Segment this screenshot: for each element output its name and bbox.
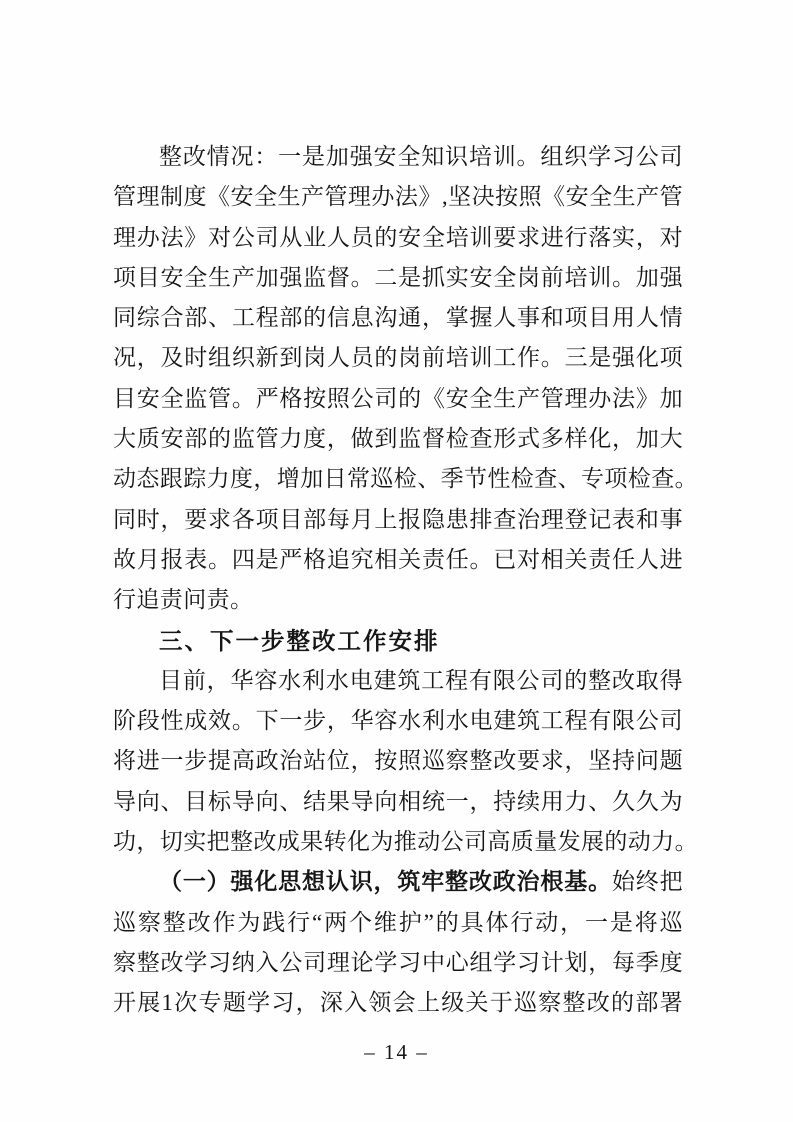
text-run: 理办法》对公司从业人员的安全培训要求进行落实，对 bbox=[113, 224, 683, 250]
text-line bbox=[113, 983, 683, 1023]
text-run: 同时，要求各项目部每月上报隐患排查治理登记表和事 bbox=[113, 506, 683, 532]
section-heading bbox=[113, 621, 683, 661]
text-run: 将进一步提高政治站位，按照巡察整改要求，坚持问题 bbox=[113, 748, 683, 774]
text-line bbox=[113, 137, 683, 177]
text-run: 动态跟踪力度，增加日常巡检、季节性检查、专项检查。 bbox=[113, 466, 698, 492]
text-run: 行追责问责。 bbox=[113, 587, 254, 613]
text-line bbox=[113, 459, 698, 499]
text-run: 开展1次专题学习，深入领会上级关于巡察整改的部署 bbox=[113, 990, 683, 1016]
text-run: 察整改学习纳入公司理论学习中心组学习计划，每季度 bbox=[113, 949, 683, 975]
text-line bbox=[113, 540, 683, 580]
text-run: 功，切实把整改成果转化为推动公司高质量发展的动力。 bbox=[113, 829, 698, 855]
bold-text-run: 三、下一步整改工作安排 bbox=[159, 627, 440, 654]
text-line bbox=[113, 419, 683, 459]
text-line bbox=[113, 661, 683, 701]
text-line bbox=[113, 701, 683, 741]
text-line bbox=[113, 218, 683, 258]
text-line bbox=[113, 903, 683, 943]
text-run: 阶段性成效。下一步，华容水利水电建筑工程有限公司 bbox=[113, 708, 683, 734]
text-line bbox=[113, 580, 683, 620]
text-run: 故月报表。四是严格追究相关责任。已对相关责任人进 bbox=[113, 546, 683, 572]
text-line bbox=[113, 298, 683, 338]
text-run: 目安全监管。严格按照公司的《安全生产管理办法》加 bbox=[113, 385, 683, 411]
text-run: 大质安部的监管力度，做到监督检查形式多样化，加大 bbox=[113, 426, 683, 452]
text-line bbox=[113, 782, 683, 822]
text-run: 况，及时组织新到岗人员的岗前培训工作。三是强化项 bbox=[113, 345, 683, 371]
bold-text-run: （一）强化思想认识，筑牢整改政治根基。 bbox=[159, 869, 612, 895]
text-run: 目前，华容水利水电建筑工程有限公司的整改取得 bbox=[159, 667, 683, 693]
text-line bbox=[113, 379, 683, 419]
text-run: 始终把 bbox=[611, 869, 683, 895]
text-run: 导向、目标导向、结果导向相统一，持续用力、久久为 bbox=[113, 788, 683, 814]
document-body bbox=[113, 137, 698, 1024]
text-line bbox=[113, 258, 683, 298]
text-line bbox=[113, 862, 683, 902]
page-number: – 14 – bbox=[364, 1040, 429, 1064]
text-line bbox=[113, 500, 683, 540]
text-line bbox=[113, 338, 683, 378]
text-run: 整改情况：一是加强安全知识培训。组织学习公司 bbox=[159, 144, 683, 169]
text-line bbox=[113, 822, 698, 862]
text-line bbox=[113, 741, 683, 781]
text-line bbox=[113, 177, 683, 217]
text-run: 项目安全生产加强监督。二是抓实安全岗前培训。加强 bbox=[113, 264, 683, 290]
text-run: 管理制度《安全生产管理办法》,坚决按照《安全生产管 bbox=[113, 184, 683, 210]
text-run: 巡察整改作为践行“两个维护”的具体行动，一是将巡 bbox=[113, 909, 683, 935]
text-run: 同综合部、工程部的信息沟通，掌握人事和项目用人情 bbox=[113, 305, 683, 331]
text-line bbox=[113, 943, 683, 983]
